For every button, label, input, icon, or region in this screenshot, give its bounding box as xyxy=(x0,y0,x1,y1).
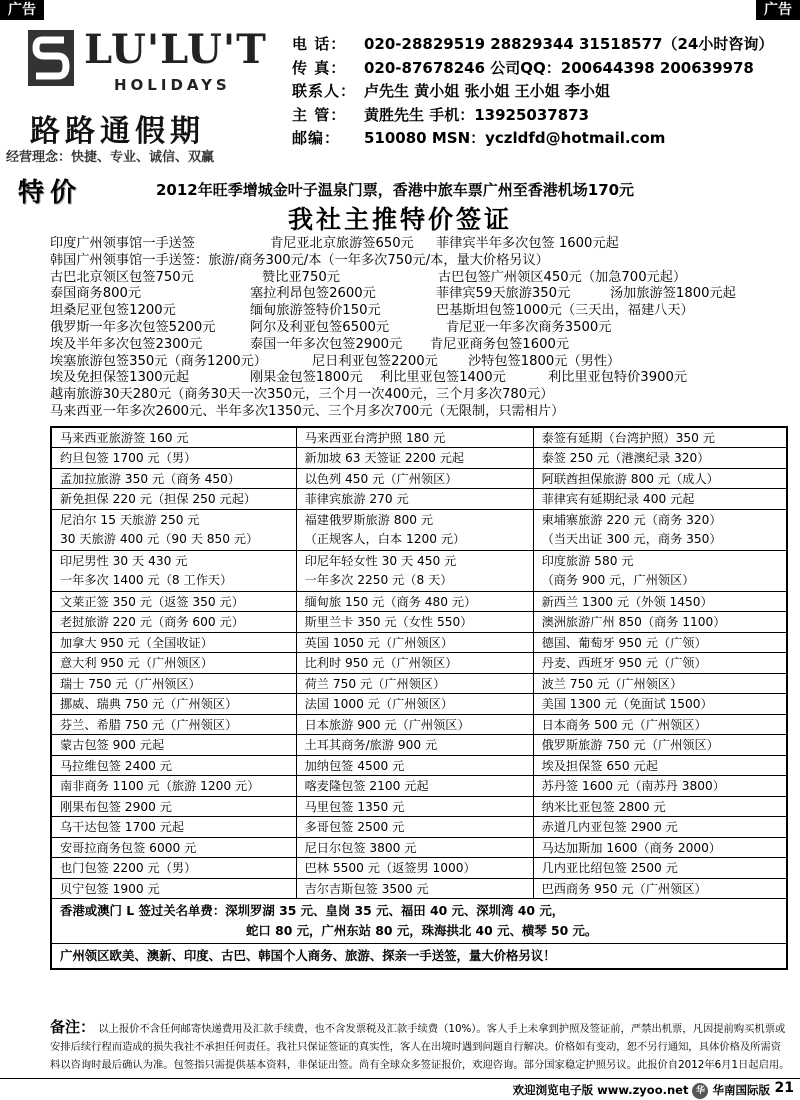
visa-offer-line xyxy=(50,354,798,371)
visa-offer-item: 利比里亚包特价3900元 xyxy=(548,370,688,386)
price-cell: 苏丹签 1600 元（南苏丹 3800） xyxy=(533,776,787,797)
visa-offer-item: 阿尔及利亚包签6500元 xyxy=(250,319,390,335)
visa-offer-item: 泰国商务800元 xyxy=(50,286,142,302)
price-cell-line: 印度旅游 580 元 xyxy=(541,553,634,568)
visa-offer-line xyxy=(50,387,798,404)
price-cell: 缅甸旅 150 元（商务 480 元） xyxy=(296,591,533,612)
price-cell: 法国 1000 元（广州领区） xyxy=(296,694,533,715)
price-cell: 澳洲旅游广州 850（商务 1100） xyxy=(533,612,787,633)
remark-section xyxy=(50,1018,790,1074)
company-logo xyxy=(4,22,286,172)
visa-offer-item: 古巴北京领区包签750元 xyxy=(50,269,194,285)
visa-offer-item: 塞拉利昂包签2600元 xyxy=(250,286,376,302)
price-cell-line: 印尼男性 30 天 430 元 xyxy=(60,553,188,568)
price-cell: 泰签 250 元（港澳纪录 320） xyxy=(533,448,787,469)
table-row xyxy=(51,468,787,489)
price-cell: 巴林 5500 元（返签男 1000） xyxy=(296,858,533,879)
price-cell: 纳米比亚包签 2800 元 xyxy=(533,796,787,817)
contact-phone: 电 话： 020-28829519 28829344 31518577（24小时咨询） xyxy=(292,35,774,53)
table-row xyxy=(51,796,787,817)
table-row xyxy=(51,673,787,694)
visa-offer-line xyxy=(50,253,798,270)
price-cell: 吉尔吉斯包签 3500 元 xyxy=(296,878,533,899)
visa-offer-line xyxy=(50,337,798,354)
visa-offer-item: 埃及免担保签1300元起 xyxy=(50,370,190,386)
ad-tag-left: 广告 xyxy=(0,0,44,20)
visa-offer-item: 菲律宾半年多次包签 1600元起 xyxy=(436,236,619,251)
remark-body: 以上报价不含任何邮寄快递费用及汇款手续费，也不含发票税及汇款手续费（10%）。客人手上未拿到护照及签证前，严禁出机票，凡因提前购买机票或安排后续行程而造成的损失我社不承担任何责任。我社只保证签证的真实性，客人在出境时遇到问题自行解决。价格如有变动，恕不另行通知，具体价格及所需资料以咨询时最后确认为准。包签指只需提供基本资料，非保证出签。尚有全球众多签证报价，欢迎咨询。部分国家稳定护照另议。此报价自2012年6月1日起启用。 xyxy=(50,1023,790,1071)
table-row xyxy=(51,550,787,591)
table-row xyxy=(51,509,787,550)
price-cell: 加纳包签 4500 元 xyxy=(296,755,533,776)
visa-offer-item: 缅甸旅游签特价150元 xyxy=(250,303,381,319)
price-cell: 马里包签 1350 元 xyxy=(296,796,533,817)
table-row xyxy=(51,899,787,944)
price-cell: 马来西亚旅游签 160 元 xyxy=(51,427,296,448)
price-cell: 几内亚比绍包签 2500 元 xyxy=(533,858,787,879)
price-cell: 新加坡 63 天签证 2200 元起 xyxy=(296,448,533,469)
price-cell: 马拉维包签 2400 元 xyxy=(51,755,296,776)
price-cell: 土耳其商务/旅游 900 元 xyxy=(296,735,533,756)
price-cell: 马来西亚台湾护照 180 元 xyxy=(296,427,533,448)
visa-offer-item: 刚果金包签1800元 xyxy=(250,370,363,386)
price-cell xyxy=(533,509,787,550)
visa-offer-line xyxy=(50,270,798,287)
visa-offer-lines xyxy=(50,236,798,421)
price-cell: 泰签有延期（台湾护照）350 元 xyxy=(533,427,787,448)
price-cell: 德国、葡萄牙 950 元（广领） xyxy=(533,632,787,653)
price-cell-line: （正规客人，白本 1200 元） xyxy=(304,531,466,546)
visa-offer-line xyxy=(50,286,798,303)
price-cell: 喀麦隆包签 2100 元起 xyxy=(296,776,533,797)
visa-offer-item: 马来西亚一年多次2600元、半年多次1350元、三个月多次700元（无限制，只需相片） xyxy=(50,403,565,419)
visa-offer-line xyxy=(50,404,798,421)
price-cell: 阿联酋担保旅游 800 元（成人） xyxy=(533,468,787,489)
hk-macau-note: 香港或澳门 L 签过关名单费：深圳罗湖 35 元、皇岗 35 元、福田 40 元、深圳湾 40 元， 蛇口 80 元，广州东站 80 元，珠海拱北 40 元、横琴 50 元。 xyxy=(51,899,787,944)
price-cell-line: （商务 900 元，广州领区） xyxy=(541,572,695,587)
price-cell: 文莱正签 350 元（返签 350 元） xyxy=(51,591,296,612)
price-cell: 日本旅游 900 元（广州领区） xyxy=(296,714,533,735)
visa-offer-item: 俄罗斯一年多次包签5200元 xyxy=(50,319,216,335)
guangzhou-note: 广州领区欧美、澳新、印度、古巴、韩国个人商务、旅游、探亲一手送签，量大价格另议！ xyxy=(51,944,787,970)
price-cell: 约旦包签 1700 元（男） xyxy=(51,448,296,469)
visa-offer-item: 印度广州领事馆一手送签 xyxy=(50,236,196,251)
visa-offer-item: 泰国一年多次包签2900元 xyxy=(250,336,403,352)
visa-offer-item: 尼日利亚包签2200元 xyxy=(312,353,438,369)
price-cell: 新免担保 220 元（担保 250 元起） xyxy=(51,489,296,510)
price-cell: 多哥包签 2500 元 xyxy=(296,817,533,838)
table-row xyxy=(51,776,787,797)
price-cell: 南非商务 1100 元（旅游 1200 元） xyxy=(51,776,296,797)
price-cell: 瑞士 750 元（广州领区） xyxy=(51,673,296,694)
price-cell: 蒙古包签 900 元起 xyxy=(51,735,296,756)
page-number: 21 xyxy=(774,1080,794,1096)
main-title: 我社主推特价签证 xyxy=(287,205,512,234)
visa-offer-item: 利比里亚包签1400元 xyxy=(380,370,506,386)
visa-offer-item: 肯尼亚一年多次商务3500元 xyxy=(446,319,612,335)
price-cell: 孟加拉旅游 350 元（商务 450） xyxy=(51,468,296,489)
visa-offer-item: 埃及半年多次包签2300元 xyxy=(50,336,203,352)
footer-site: 欢迎浏览电子版 www.zyoo.net 华 华南国际版 xyxy=(512,1083,770,1097)
price-cell: 挪威、瑞典 750 元（广州领区） xyxy=(51,694,296,715)
ad-tag-right: 广告 xyxy=(756,0,800,20)
logo-brand-cn: 路路通假期 xyxy=(30,114,205,149)
price-cell xyxy=(296,509,533,550)
visa-offer-line xyxy=(50,236,798,253)
promo-banner xyxy=(18,176,798,208)
price-cell: 也门包签 2200 元（男） xyxy=(51,858,296,879)
contact-info xyxy=(292,33,798,151)
visa-offer-item: 越南旅游30天280元（商务30天一次350元，三个月一次400元，三个月多次780元） xyxy=(50,387,554,403)
logo-slogan: 经营理念：快捷、专业、诚信、双赢 xyxy=(6,150,215,165)
page-footer xyxy=(0,1078,800,1100)
promo-badge: 特价 xyxy=(18,178,83,208)
price-cell: 波兰 750 元（广州领区） xyxy=(533,673,787,694)
logo-s-icon xyxy=(28,30,74,86)
price-cell: 斯里兰卡 350 元（女性 550） xyxy=(296,612,533,633)
price-cell: 加拿大 950 元（全国收证） xyxy=(51,632,296,653)
price-cell xyxy=(296,550,533,591)
visa-offer-item: 肯尼亚商务包签1600元 xyxy=(430,336,570,352)
edition-icon: 华 xyxy=(692,1083,708,1099)
price-cell: 菲律宾有延期纪录 400 元起 xyxy=(533,489,787,510)
price-cell: 荷兰 750 元（广州领区） xyxy=(296,673,533,694)
logo-brand-sub: HOLIDAYS xyxy=(114,76,231,94)
price-cell: 赤道几内亚包签 2900 元 xyxy=(533,817,787,838)
visa-offer-item: 坦桑尼亚包签1200元 xyxy=(50,303,176,319)
table-row xyxy=(51,944,787,970)
table-row xyxy=(51,653,787,674)
contact-fax: 传 真： 020-87678246 公司QQ：200644398 200639978 xyxy=(292,58,754,77)
table-row xyxy=(51,735,787,756)
promo-text: 2012年旺季增城金叶子温泉门票，香港中旅车票广州至香港机场170元 xyxy=(156,181,635,199)
price-cell: 乌干达包签 1700 元起 xyxy=(51,817,296,838)
visa-offer-line xyxy=(50,370,798,387)
logo-brand-en: LU'LU'T xyxy=(84,26,267,73)
price-cell-line: 柬埔寨旅游 220 元（商务 320） xyxy=(541,512,722,527)
price-cell: 以色列 450 元（广州领区） xyxy=(296,468,533,489)
visa-offer-item: 菲律宾59天旅游350元 xyxy=(436,286,571,302)
price-cell: 尼日尔包签 3800 元 xyxy=(296,837,533,858)
price-cell: 芬兰、希腊 750 元（广州领区） xyxy=(51,714,296,735)
price-cell xyxy=(51,509,296,550)
price-cell: 俄罗斯旅游 750 元（广州领区） xyxy=(533,735,787,756)
price-cell-line: 一年多次 2250 元（8 天） xyxy=(304,572,453,587)
contact-manager: 主 管： 黄胜先生 手机：13925037873 xyxy=(292,105,590,124)
table-row xyxy=(51,858,787,879)
table-row xyxy=(51,714,787,735)
visa-offer-item: 埃塞旅游包签350元（商务1200元） xyxy=(50,353,267,369)
visa-offer-item: 肯尼亚北京旅游签650元 xyxy=(270,236,414,251)
price-cell: 贝宁包签 1900 元 xyxy=(51,878,296,899)
contact-postcode: 邮编： 510080 MSN：yczldfd@hotmail.com xyxy=(292,129,666,147)
price-cell: 刚果布包签 2900 元 xyxy=(51,796,296,817)
price-cell: 美国 1300 元（免面试 1500） xyxy=(533,694,787,715)
table-row xyxy=(51,591,787,612)
table-row xyxy=(51,489,787,510)
visa-offer-item: 沙特包签1800元（男性） xyxy=(468,353,621,369)
price-cell: 菲律宾旅游 270 元 xyxy=(296,489,533,510)
table-row xyxy=(51,694,787,715)
price-cell-line: 印尼年轻女性 30 天 450 元 xyxy=(304,553,457,568)
price-cell: 新西兰 1300 元（外领 1450） xyxy=(533,591,787,612)
price-cell-line: （当天出证 300 元，商务 350） xyxy=(541,531,722,546)
price-cell: 丹麦、西班牙 950 元（广领） xyxy=(533,653,787,674)
price-cell: 巴西商务 950 元（广州领区） xyxy=(533,878,787,899)
visa-offer-item: 韩国广州领事馆一手送签：旅游/商务300元/本（一年多次750元/本，量大价格另议） xyxy=(50,252,549,268)
price-cell xyxy=(51,550,296,591)
price-cell-line: 30 天旅游 400 元（90 天 850 元） xyxy=(60,531,259,546)
visa-offer-item: 巴基斯坦包签1000元（三天出，福建八天） xyxy=(436,303,694,319)
table-row xyxy=(51,817,787,838)
table-row xyxy=(51,837,787,858)
price-cell: 老挝旅游 220 元（商务 600 元） xyxy=(51,612,296,633)
contact-persons: 联系人： 卢先生 黄小姐 张小姐 王小姐 李小姐 xyxy=(292,82,610,100)
table-row xyxy=(51,878,787,899)
price-cell xyxy=(533,550,787,591)
visa-offer-item: 古巴包签广州领区450元（加急700元起） xyxy=(438,269,687,285)
visa-offer-line xyxy=(50,303,798,320)
price-cell-line: 尼泊尔 15 天旅游 250 元 xyxy=(60,512,200,527)
price-cell: 埃及担保签 650 元起 xyxy=(533,755,787,776)
table-row xyxy=(51,448,787,469)
visa-offer-line xyxy=(50,320,798,337)
price-cell: 安哥拉商务包签 6000 元 xyxy=(51,837,296,858)
price-cell-line: 一年多次 1400 元（8 工作天） xyxy=(60,572,233,587)
table-row xyxy=(51,755,787,776)
remark-head: 备注： xyxy=(50,1018,96,1036)
price-cell: 马达加斯加 1600（商务 2000） xyxy=(533,837,787,858)
table-row xyxy=(51,427,787,448)
price-cell: 英国 1050 元（广州领区） xyxy=(296,632,533,653)
visa-offer-item: 赞比亚750元 xyxy=(262,269,340,285)
price-cell: 比利时 950 元（广州领区） xyxy=(296,653,533,674)
price-cell: 意大利 950 元（广州领区） xyxy=(51,653,296,674)
price-cell-line: 福建俄罗斯旅游 800 元 xyxy=(304,512,434,527)
visa-offer-item: 汤加旅游签1800元起 xyxy=(610,286,736,302)
price-cell: 日本商务 500 元（广州领区） xyxy=(533,714,787,735)
table-row xyxy=(51,632,787,653)
price-table xyxy=(50,426,788,970)
table-row xyxy=(51,612,787,633)
